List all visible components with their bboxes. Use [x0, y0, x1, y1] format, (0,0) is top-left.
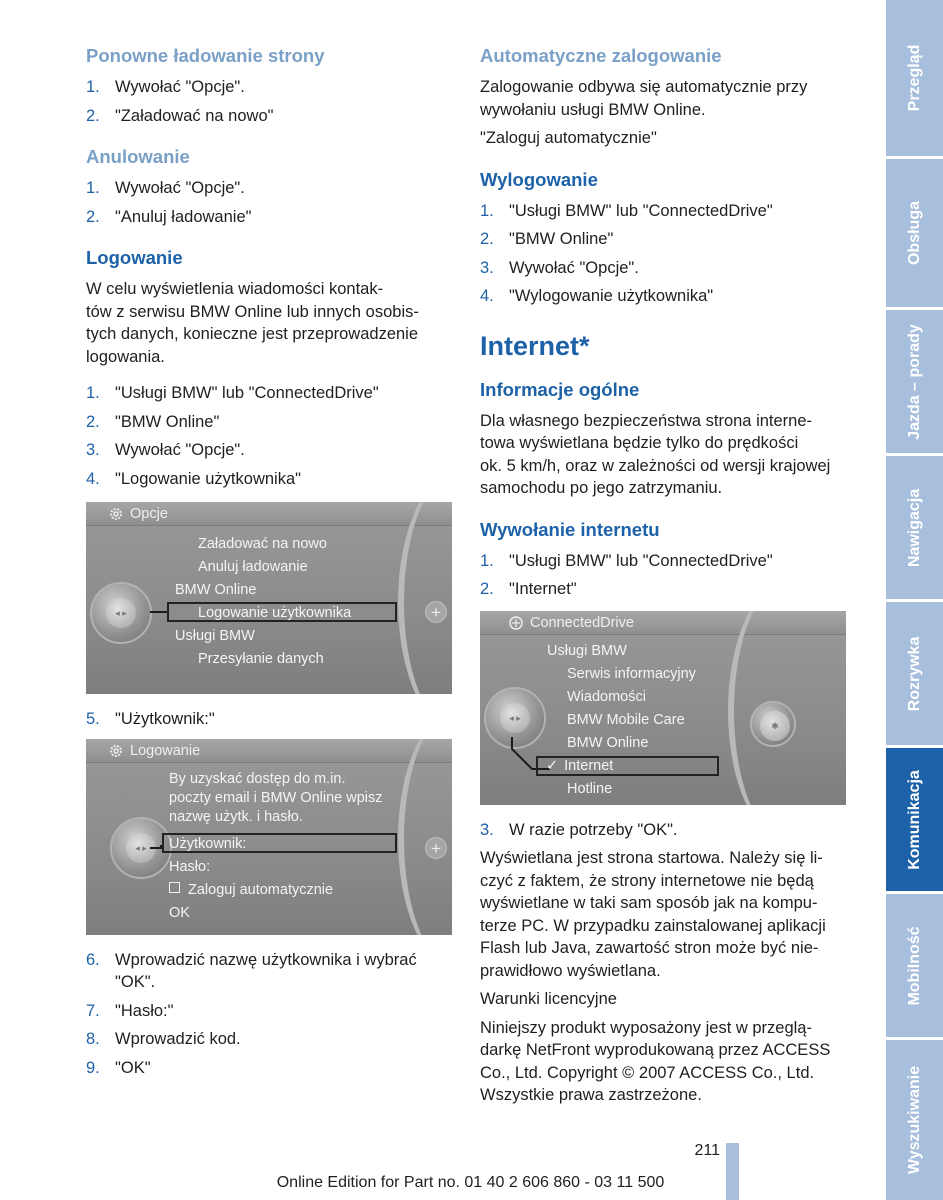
list-item: 1. Wywołać "Opcje". [86, 179, 245, 197]
menu-item: Anuluj ładowanie [198, 559, 308, 575]
password-field: Hasło: [169, 858, 211, 875]
section-title-auto-login: Automatyczne zalogowanie [480, 45, 722, 66]
list-item: 1. "Usługi BMW" lub "ConnectedDrive" [480, 201, 773, 220]
startpage-text: Wyświetlana jest strona startowa. Należy się li- czyć z faktem, że strony internetowe nie będą wyświetlane w taki sam sposób jak na kompu- terze PC. W przypadku zainstalowanej aplikacji Flash lub Java, zawartość stron może być nie- prawidłowo wyświetlana. [480, 849, 826, 980]
section-title-general-info: Informacje ogólne [480, 378, 640, 400]
footer-edition: Online Edition for Part no. 01 40 2 606 860 - 03 11 500 [276, 1174, 665, 1191]
tab-przeglad[interactable]: Przegląd [886, 0, 943, 156]
list-item: 1. "Usługi BMW" lub "ConnectedDrive" [86, 384, 379, 402]
idrive-screen-login [86, 739, 452, 935]
tab-rozrywka[interactable]: Rozrywka [886, 602, 943, 745]
menu-item: BMW Online [175, 582, 257, 598]
list-item: 4. "Logowanie użytkownika" [86, 469, 301, 488]
menu-item: Załadować na nowo [198, 536, 327, 552]
chapter-heading-internet: Internet* [480, 330, 590, 361]
screen-header [86, 502, 452, 526]
menu-item: Serwis informacyjny [567, 665, 696, 682]
connecteddrive-icon [508, 615, 524, 631]
menu-item-selected: ✓ Internet [546, 757, 614, 774]
list-item: 6. Wprowadzić nazwę użytkownika i wybrać "OK". [86, 950, 417, 991]
menu-item: BMW Online [567, 734, 649, 751]
options-gear-icon [108, 506, 124, 522]
menu-item: Usługi BMW [547, 642, 627, 659]
controller-knob: ◂ ▸ [90, 582, 152, 644]
auto-login-text: Zalogowanie odbywa się automatycznie przy wywołaniu usługi BMW Online. [480, 78, 808, 119]
screen-title: Opcje [130, 506, 168, 522]
menu-item: Wiadomości [567, 688, 646, 705]
screen-title: Logowanie [130, 742, 201, 759]
section-title-open-internet: Wywołanie internetu [480, 518, 660, 540]
screen-header [86, 739, 452, 763]
menu-item: Hotline [567, 780, 613, 797]
controller-knob: ◂ ▸ [110, 817, 172, 879]
page-number: 211 [694, 1142, 720, 1159]
tab-wyszukiwanie[interactable]: Wyszukiwanie [886, 1040, 943, 1200]
left-column [86, 44, 452, 1097]
idrive-screen-connecteddrive [480, 611, 846, 805]
controller-knob: ◂ ▸ [484, 687, 546, 749]
scroll-arc [398, 739, 452, 935]
list-item: 2. "BMW Online" [86, 412, 220, 431]
list-step3 [480, 819, 846, 842]
list-item: 7. "Hasło:" [86, 1001, 174, 1020]
list-item: 1. "Usługi BMW" lub "ConnectedDrive" [480, 551, 773, 570]
license-title: Warunki licencyjne [480, 990, 617, 1008]
license-text: Niniejszy produkt wyposażony jest w przeglą- darkę NetFront wyprodukowaną przez ACCESS Co., Ltd. Copyright © 2007 ACCESS Co., Ltd. Wszystkie prawa zastrzeżone. [480, 1018, 831, 1104]
list-steps-6-9 [86, 949, 452, 1080]
secondary-knob: ✱ [750, 701, 796, 747]
checkbox-icon [169, 882, 180, 893]
options-gear-icon [108, 743, 124, 759]
tab-obsluga[interactable]: Obsługa [886, 159, 943, 307]
tab-mobilnosc[interactable]: Mobilność [886, 894, 943, 1037]
menu-item: Usługi BMW [175, 628, 255, 644]
list-item: 3. W razie potrzeby "OK". [480, 820, 678, 839]
list-item: 8. Wprowadzić kod. [86, 1030, 241, 1048]
idrive-screen-options [86, 502, 452, 694]
general-info-text: Dla własnego bezpieczeństwa strona interne- towa wyświetlana będzie tylko do prędkości ok. 5 km/h, oraz w zależności od wersji krajowej samochodu po jego zatrzymaniu. [480, 411, 831, 497]
checkmark-icon: ✓ [546, 757, 559, 774]
scroll-arc [398, 502, 452, 694]
list-item: 1. Wywołać "Opcje". [86, 78, 245, 96]
section-title-login: Logowanie [86, 247, 183, 268]
list-item: 2. "Anuluj ładowanie" [86, 207, 252, 226]
auto-login-option: Zaloguj automatycznie [169, 880, 333, 900]
list-step5 [86, 708, 452, 731]
tab-komunikacja[interactable]: Komunikacja [886, 748, 943, 891]
right-column [480, 44, 846, 1113]
menu-item: BMW Mobile Care [567, 711, 685, 728]
screen-title: ConnectedDrive [530, 614, 634, 631]
list-logout [480, 200, 846, 308]
list-login [86, 382, 452, 490]
info-text: nazwę użytk. i hasło. [169, 808, 303, 825]
section-title-cancel: Anulowanie [86, 146, 190, 167]
list-item: 3. Wywołać "Opcje". [86, 441, 245, 459]
auto-login-option-text: "Zaloguj automatycznie" [480, 129, 657, 147]
menu-item: Przesyłanie danych [198, 651, 324, 667]
list-reload [86, 76, 452, 127]
list-item: 9. "OK" [86, 1058, 151, 1077]
username-field: Użytkownik: [169, 835, 247, 852]
list-item: 2. "Internet" [480, 580, 577, 598]
info-text: poczty email i BMW Online wpisz [169, 789, 383, 806]
ok-option: OK [169, 904, 190, 921]
list-item: 4. "Wylogowanie użytkownika" [480, 287, 714, 305]
list-item: 2. "Załadować na nowo" [86, 106, 274, 125]
section-title-reload: Ponowne ładowanie strony [86, 45, 325, 66]
plus-icon: + [425, 837, 447, 859]
list-item: 2. "BMW Online" [480, 230, 614, 248]
login-description: W celu wyświetlenia wiadomości kontak- tów z serwisu BMW Online lub innych osobis- tych danych, konieczne jest przeprowadzenie logowania. [86, 280, 419, 366]
section-title-logout: Wylogowanie [480, 168, 598, 190]
tab-jazda-porady[interactable]: Jazda – porady [886, 310, 943, 453]
list-open-internet [480, 550, 846, 601]
plus-icon: + [425, 601, 447, 623]
info-text: By uzyskać dostęp do m.in. [169, 770, 346, 787]
pointer-line [150, 611, 168, 613]
menu-item-selected: Logowanie użytkownika [198, 605, 352, 621]
list-cancel [86, 177, 452, 228]
list-item: 3. Wywołać "Opcje". [480, 258, 639, 277]
tab-nawigacja[interactable]: Nawigacja [886, 456, 943, 599]
list-item: 5. "Użytkownik:" [86, 710, 215, 728]
